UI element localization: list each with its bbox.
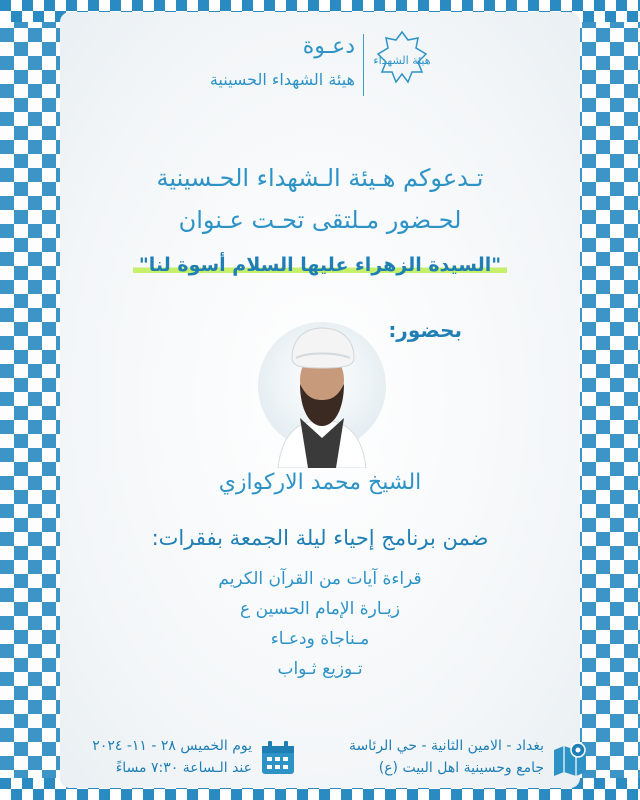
organization-logo — [372, 28, 432, 102]
event-date: يوم الخميس ٢٨ - ١١- ٢٠٢٤ — [92, 738, 252, 754]
speaker-portrait — [256, 314, 388, 468]
header-divider — [363, 34, 364, 96]
map-pin-icon — [550, 738, 590, 778]
location-line-1: بغداد - الامين الثانية - حي الرئاسة — [348, 738, 544, 754]
invitation-line-1: تـدعوكم هـيئة الـشهداء الحـسينية — [156, 164, 484, 192]
header-title: دعـوة — [302, 34, 355, 59]
event-time: عند الـساعة ٧:٣٠ مساءً — [115, 760, 252, 776]
header — [0, 28, 640, 108]
attending-label: بحضور: — [388, 318, 462, 342]
program-item: تـوزيع ثـواب — [277, 659, 363, 679]
invitation-line-2: لحـضور مـلتقى تحـت عـنوان — [178, 206, 462, 234]
program-item: مـناجاة ودعـاء — [270, 629, 370, 649]
header-org-name: هيئة الشهداء الحسينية — [209, 70, 355, 89]
program-item: زيـارة الإمام الحسين ع — [240, 599, 400, 619]
calendar-icon — [258, 738, 298, 778]
location-line-2: جامع وحسينية اهل البيت (ع) — [378, 760, 544, 776]
program-item: قراءة آيات من القرآن الكريم — [218, 569, 422, 589]
event-subject: "السيدة الزهراء عليها السلام أسوة لنا" — [133, 254, 507, 276]
event-date-block — [58, 734, 298, 784]
svg-text:هيئة الشهداء: هيئة الشهداء — [373, 54, 431, 67]
program-title: ضمن برنامج إحياء ليلة الجمعة بفقرات: — [151, 526, 489, 550]
program-items — [0, 564, 640, 684]
speaker-name: الشيخ محمد الاركوازي — [218, 470, 422, 495]
event-location-block — [326, 734, 594, 784]
